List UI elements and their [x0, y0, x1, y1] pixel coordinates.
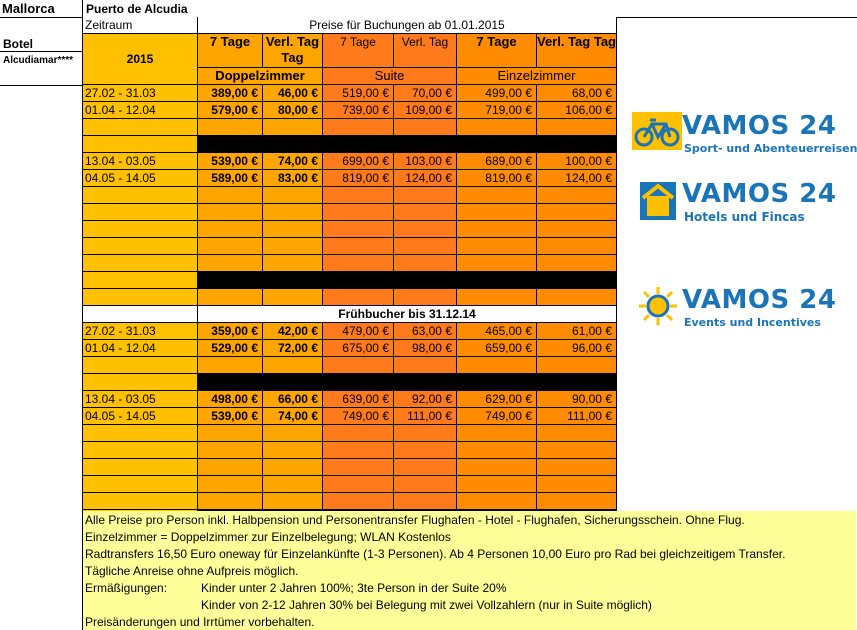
note-line: Radtransfers 16,50 Euro oneway für Einzelankünfte (1-3 Personen). Ab 4 Personen 10,00 Euro pro Rad bei gleichzeitigem Transfer. — [85, 547, 786, 561]
column-header: Verl. Tag Tag — [263, 34, 323, 68]
table-cell — [83, 476, 198, 493]
price-cell: 68,00 € — [537, 85, 617, 102]
price-cell: 579,00 € — [198, 102, 263, 119]
table-cell — [83, 425, 198, 442]
table-cell — [394, 119, 457, 136]
price-cell: 699,00 € — [323, 153, 394, 170]
table-cell — [394, 221, 457, 238]
price-cell: 111,00 € — [394, 408, 457, 425]
price-cell: 70,00 € — [394, 85, 457, 102]
price-cell: 529,00 € — [198, 340, 263, 357]
table-cell — [83, 272, 198, 289]
table-cell — [198, 238, 263, 255]
table-cell — [198, 357, 263, 374]
period-cell: 01.04 - 12.04 — [83, 340, 198, 357]
brand-name: VAMOS 24 — [682, 285, 837, 315]
room-group-double: Doppelzimmer — [198, 68, 323, 85]
column-header: 7 Tage — [323, 34, 394, 68]
table-cell — [537, 425, 617, 442]
price-cell: 96,00 € — [537, 340, 617, 357]
table-cell — [394, 493, 457, 510]
table-cell — [198, 187, 263, 204]
table-cell — [263, 238, 323, 255]
table-cell — [394, 204, 457, 221]
price-cell: 359,00 € — [198, 323, 263, 340]
period-cell: 13.04 - 03.05 — [83, 391, 198, 408]
price-cell: 539,00 € — [198, 153, 263, 170]
table-cell — [83, 136, 198, 153]
table-cell — [323, 119, 394, 136]
price-cell: 90,00 € — [537, 391, 617, 408]
table-cell — [83, 442, 198, 459]
period-cell: 04.05 - 14.05 — [83, 170, 198, 187]
location-label: Puerto de Alcudia — [86, 2, 188, 16]
price-cell: 639,00 € — [323, 391, 394, 408]
price-cell: 61,00 € — [537, 323, 617, 340]
type-label: Botel — [3, 37, 33, 51]
table-cell — [537, 204, 617, 221]
house-icon — [640, 182, 676, 220]
table-cell — [263, 476, 323, 493]
table-cell — [394, 289, 457, 306]
table-cell — [83, 357, 198, 374]
table-cell — [198, 221, 263, 238]
table-cell — [198, 289, 263, 306]
table-cell — [537, 221, 617, 238]
table-cell — [323, 238, 394, 255]
table-cell — [263, 493, 323, 510]
table-cell — [457, 493, 537, 510]
table-cell — [83, 187, 198, 204]
table-cell — [263, 425, 323, 442]
table-cell — [83, 255, 198, 272]
table-cell — [394, 238, 457, 255]
price-cell: 111,00 € — [537, 408, 617, 425]
table-cell — [457, 476, 537, 493]
period-cell: 27.02 - 31.03 — [83, 323, 198, 340]
price-cell: 499,00 € — [457, 85, 537, 102]
note-line: Einzelzimmer = Doppelzimmer zur Einzelbelegung; WLAN Kostenlos — [85, 530, 451, 544]
price-cell: 83,00 € — [263, 170, 323, 187]
table-cell — [198, 425, 263, 442]
table-cell — [537, 442, 617, 459]
divider-bar — [198, 272, 617, 289]
table-cell — [537, 187, 617, 204]
room-group-suite: Suite — [323, 68, 457, 85]
price-cell: 74,00 € — [263, 153, 323, 170]
table-cell — [457, 442, 537, 459]
table-cell — [394, 425, 457, 442]
price-cell: 539,00 € — [198, 408, 263, 425]
table-cell — [323, 357, 394, 374]
table-cell — [198, 442, 263, 459]
table-cell — [394, 357, 457, 374]
price-cell: 124,00 € — [394, 170, 457, 187]
table-cell — [83, 204, 198, 221]
table-cell — [198, 255, 263, 272]
table-cell — [537, 493, 617, 510]
table-cell — [537, 119, 617, 136]
period-header: Zeitraum — [83, 17, 198, 34]
table-cell — [198, 459, 263, 476]
table-cell — [198, 476, 263, 493]
table-cell — [323, 493, 394, 510]
table-cell — [537, 459, 617, 476]
table-cell — [323, 459, 394, 476]
price-cell: 100,00 € — [537, 153, 617, 170]
price-cell: 659,00 € — [457, 340, 537, 357]
room-group-single: Einzelzimmer — [457, 68, 617, 85]
note-line: Alle Preise pro Person inkl. Halbpension und Personentransfer Flughafen - Hotel - Flughafen, Sicherungsschein. Ohne Flug. — [85, 513, 745, 527]
table-cell — [83, 306, 198, 323]
table-cell — [323, 476, 394, 493]
price-cell: 63,00 € — [394, 323, 457, 340]
logo-sport — [632, 111, 857, 156]
price-cell: 719,00 € — [457, 102, 537, 119]
price-cell: 109,00 € — [394, 102, 457, 119]
table-cell — [83, 289, 198, 306]
column-header: Verl. Tag — [394, 34, 457, 68]
price-cell: 106,00 € — [537, 102, 617, 119]
table-cell — [263, 255, 323, 272]
price-cell: 92,00 € — [394, 391, 457, 408]
note-line: Tägliche Anreise ohne Aufpreis möglich. — [85, 564, 299, 578]
price-cell: 124,00 € — [537, 170, 617, 187]
table-cell — [263, 459, 323, 476]
brand-tagline: Events und Incentives — [684, 316, 821, 329]
brand-tagline: Sport- und Abenteuerreisen — [684, 142, 857, 155]
price-cell: 629,00 € — [457, 391, 537, 408]
left-header — [0, 0, 83, 630]
price-cell: 589,00 € — [198, 170, 263, 187]
table-cell — [263, 289, 323, 306]
early-bird-title: Frühbucher bis 31.12.14 — [198, 306, 617, 323]
price-cell: 819,00 € — [457, 170, 537, 187]
note-line: Preisänderungen und Irrtümer vorbehalten. — [85, 615, 315, 629]
period-cell: 01.04 - 12.04 — [83, 102, 198, 119]
table-cell — [263, 442, 323, 459]
table-cell — [323, 442, 394, 459]
table-cell — [83, 221, 198, 238]
table-cell — [83, 119, 198, 136]
price-cell: 739,00 € — [323, 102, 394, 119]
note-line: Kinder von 2-12 Jahren 30% bei Belegung mit zwei Vollzahlern (nur in Suite möglich) — [201, 598, 652, 612]
bicycle-icon — [632, 112, 682, 150]
brand-name: VAMOS 24 — [682, 111, 837, 141]
price-cell: 389,00 € — [198, 85, 263, 102]
period-cell: 13.04 - 03.05 — [83, 153, 198, 170]
table-cell — [394, 187, 457, 204]
table-cell — [457, 238, 537, 255]
note-line: Kinder unter 2 Jahren 100%; 3te Person in der Suite 20% — [201, 581, 507, 595]
price-cell: 74,00 € — [263, 408, 323, 425]
table-cell — [323, 221, 394, 238]
brand-tagline: Hotels und Fincas — [684, 210, 805, 224]
table-cell — [394, 442, 457, 459]
price-cell: 72,00 € — [263, 340, 323, 357]
price-cell: 465,00 € — [457, 323, 537, 340]
column-header: 7 Tage — [198, 34, 263, 68]
region-label: Mallorca — [2, 1, 55, 16]
table-cell — [263, 204, 323, 221]
divider-bar — [198, 136, 617, 153]
table-cell — [323, 204, 394, 221]
price-cell: 689,00 € — [457, 153, 537, 170]
table-cell — [263, 357, 323, 374]
price-cell: 46,00 € — [263, 85, 323, 102]
price-cell: 749,00 € — [457, 408, 537, 425]
price-cell: 479,00 € — [323, 323, 394, 340]
table-cell — [263, 187, 323, 204]
table-cell — [457, 119, 537, 136]
price-cell: 103,00 € — [394, 153, 457, 170]
price-cell: 675,00 € — [323, 340, 394, 357]
table-cell — [198, 204, 263, 221]
table-cell — [198, 493, 263, 510]
price-cell: 66,00 € — [263, 391, 323, 408]
table-cell — [537, 289, 617, 306]
table-cell — [457, 221, 537, 238]
table-cell — [537, 476, 617, 493]
year-label: 2015 — [83, 34, 198, 85]
table-cell — [198, 119, 263, 136]
table-cell — [323, 187, 394, 204]
table-cell — [457, 425, 537, 442]
brand-name: VAMOS 24 — [682, 179, 837, 209]
table-cell — [323, 425, 394, 442]
hotel-name: Alcudiamar**** — [3, 55, 74, 66]
table-cell — [263, 119, 323, 136]
price-cell: 98,00 € — [394, 340, 457, 357]
column-header: 7 Tage — [457, 34, 537, 68]
table-cell — [83, 459, 198, 476]
table-cell — [537, 238, 617, 255]
table-cell — [457, 187, 537, 204]
table-cell — [457, 204, 537, 221]
prices-title: Preise für Buchungen ab 01.01.2015 — [198, 17, 617, 34]
table-cell — [394, 255, 457, 272]
price-cell: 80,00 € — [263, 102, 323, 119]
table-cell — [457, 255, 537, 272]
table-cell — [457, 289, 537, 306]
price-cell: 519,00 € — [323, 85, 394, 102]
table-cell — [537, 255, 617, 272]
table-cell — [457, 357, 537, 374]
price-cell: 498,00 € — [198, 391, 263, 408]
table-cell — [394, 476, 457, 493]
table-cell — [457, 459, 537, 476]
sun-icon — [638, 286, 678, 326]
price-cell: 819,00 € — [323, 170, 394, 187]
period-cell: 04.05 - 14.05 — [83, 408, 198, 425]
divider-bar — [198, 374, 617, 391]
table-cell — [83, 493, 198, 510]
notes-box — [83, 511, 856, 630]
table-cell — [323, 255, 394, 272]
period-cell: 27.02 - 31.03 — [83, 85, 198, 102]
table-cell — [263, 221, 323, 238]
column-header: Verl. Tag Tag — [537, 34, 617, 68]
table-cell — [323, 289, 394, 306]
table-cell — [394, 459, 457, 476]
logo-hotels — [632, 180, 846, 224]
discount-label: Ermäßigungen: — [85, 581, 168, 595]
table-cell — [537, 357, 617, 374]
logo-events — [632, 286, 846, 330]
price-cell: 42,00 € — [263, 323, 323, 340]
price-cell: 749,00 € — [323, 408, 394, 425]
table-cell — [83, 238, 198, 255]
table-cell — [83, 374, 198, 391]
